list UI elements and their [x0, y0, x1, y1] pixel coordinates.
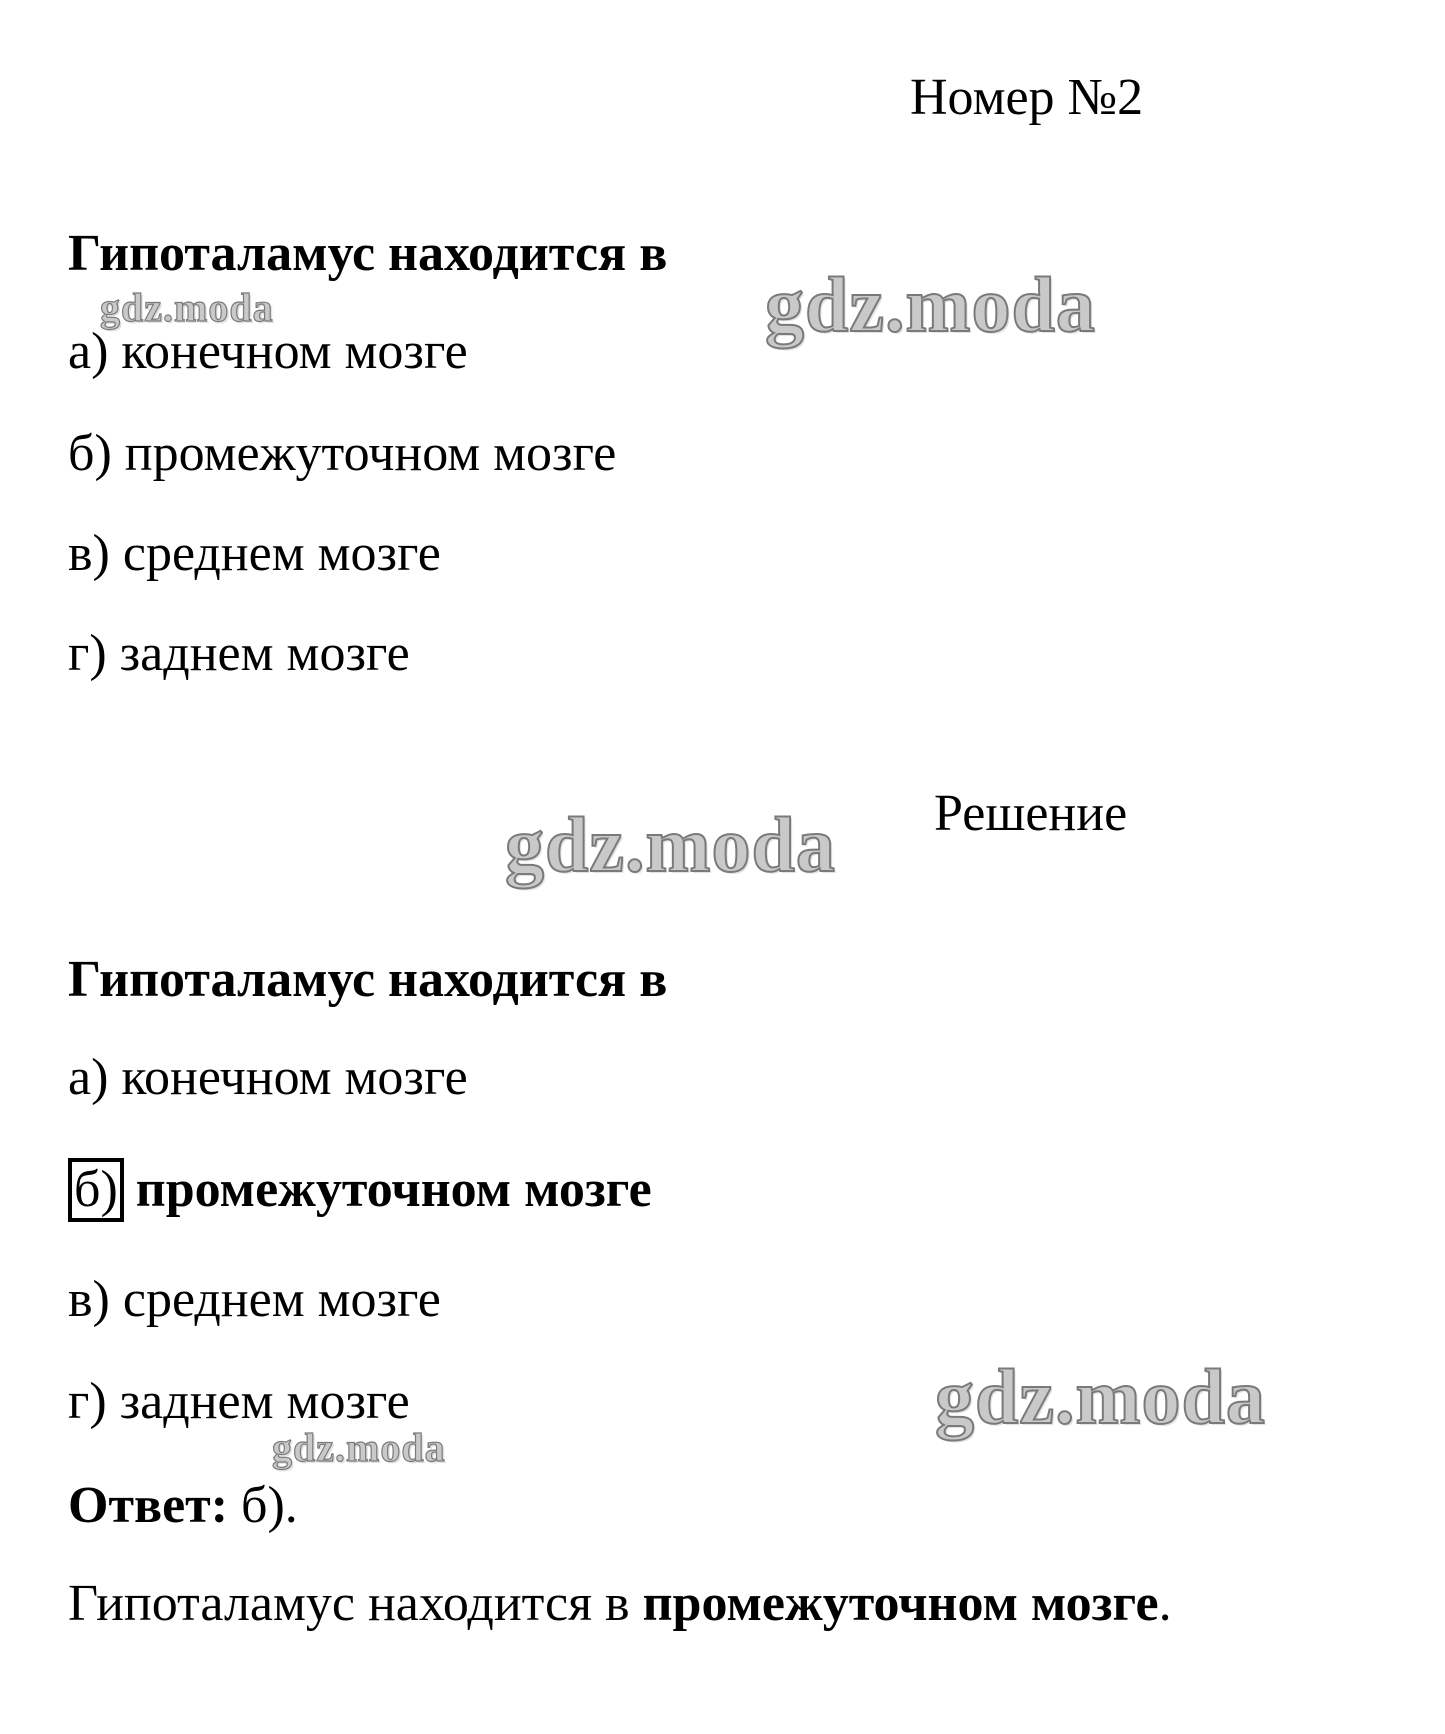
solution-option-b — [74, 1158, 652, 1222]
watermark-logo: gdz.moda — [505, 801, 836, 888]
selected-answer-box: б) — [68, 1158, 124, 1222]
task-number: Номер №2 — [910, 69, 1144, 126]
solution-option-d: г) заднем мозге — [68, 1373, 410, 1430]
question-option-c: в) среднем мозге — [68, 525, 441, 582]
conclusion-bold: промежуточном мозге — [642, 1575, 1159, 1632]
answer-value: б). — [241, 1477, 298, 1534]
question-option-d: г) заднем мозге — [68, 625, 410, 682]
watermark-logo: gdz.moda — [935, 1353, 1266, 1440]
watermark-logo: gdz.moda — [272, 1425, 446, 1470]
question-option-b: б) промежуточном мозге — [68, 425, 617, 482]
solution-heading: Решение — [934, 785, 1128, 842]
conclusion-prefix: Гипоталамус находится в — [68, 1575, 630, 1632]
conclusion-sentence — [68, 1575, 1172, 1632]
question-option-a: а) конечном мозге — [68, 323, 468, 380]
conclusion-suffix: . — [1158, 1575, 1172, 1632]
watermark-logo: gdz.moda — [765, 261, 1096, 348]
answer-line — [68, 1477, 298, 1534]
answer-label: Ответ: — [68, 1477, 229, 1534]
watermark-logo: gdz.moda — [100, 285, 274, 330]
solution-option-b-text: промежуточном мозге — [135, 1161, 652, 1218]
question-title: Гипоталамус находится в — [68, 225, 668, 282]
solution-option-a: а) конечном мозге — [68, 1049, 468, 1106]
solution-option-c: в) среднем мозге — [68, 1271, 441, 1328]
solution-title: Гипоталамус находится в — [68, 951, 668, 1008]
